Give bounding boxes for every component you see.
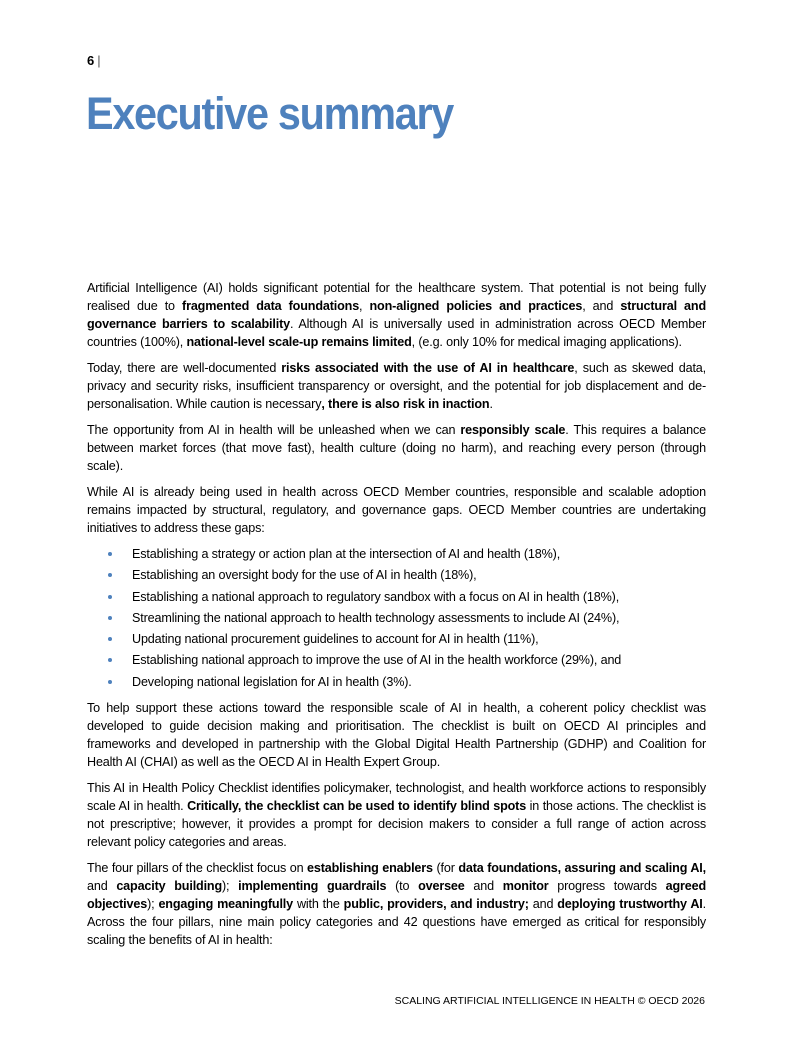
emphasis: national-level scale-up remains limited (186, 335, 412, 349)
text: The opportunity from AI in health will be unleashed when we can (87, 423, 461, 437)
emphasis: oversee (418, 878, 465, 893)
text: , and (582, 299, 621, 313)
text: . (489, 397, 493, 411)
text: The four pillars of the checklist focus on (87, 860, 308, 875)
text: (for (432, 860, 459, 875)
list-item (87, 609, 706, 627)
text: with the (293, 896, 344, 911)
text: ); (147, 896, 159, 911)
emphasis: , there is also risk in inaction (321, 397, 490, 411)
paragraph-opportunity (87, 421, 706, 475)
emphasis: public, providers, and industry; (343, 896, 529, 911)
paragraph-risks (87, 359, 706, 413)
list-item-text: Streamlining the national approach to health technology assessments to include AI (24%), (132, 610, 620, 625)
paragraph-checklist-intro: To help support these actions toward the responsible scale of AI in health, a coherent policy checklist was developed to guide decision making and prioritisation. The checklist is built on OECD AI principles and frameworks and developed in partnership with the Global Digital Health Partnership (GDHP) and Coalition for Health AI (CHAI) as well as the OECD AI in Health Expert Group. (87, 700, 706, 769)
page-number-value: 6 (87, 53, 95, 68)
text: and (87, 878, 117, 893)
initiatives-list (87, 545, 706, 691)
emphasis: capacity building (116, 878, 223, 893)
emphasis: non-aligned policies and practices (369, 299, 583, 313)
text: in those actions. The checklist is not prescriptive; however, it provides a prompt for decision makers to consider a full range of action across relevant policy categories and areas. (87, 798, 706, 849)
emphasis: agreed objectives (87, 878, 706, 911)
emphasis: responsibly scale (460, 423, 566, 437)
text: ); (222, 878, 239, 893)
emphasis: data foundations, assuring and scaling AI, (458, 860, 706, 875)
text: Artificial Intelligence (AI) holds significant potential for the healthcare system. That potential is not being fully realised due to (87, 281, 706, 313)
bullet-icon (108, 573, 112, 577)
list-item (87, 630, 706, 648)
emphasis: establishing enablers (307, 860, 433, 875)
list-item (87, 673, 706, 691)
page-number (87, 53, 101, 68)
text: This AI in Health Policy Checklist identifies policymaker, technologist, and health workforce actions to responsibly scale AI in health. (87, 780, 706, 813)
list-item-text: Establishing a national approach to regulatory sandbox with a focus on AI in health (18%), (132, 589, 620, 604)
list-item (87, 588, 706, 606)
list-item-text: Establishing national approach to improve the use of AI in the health workforce (29%), and (132, 653, 622, 668)
bullet-icon (108, 680, 112, 684)
list-item-text: Updating national procurement guidelines to account for AI in health (11%), (132, 632, 539, 647)
paragraph-gaps: While AI is already being used in health across OECD Member countries, responsible and scalable adoption remains impacted by structural, regulatory, and governance gaps. OECD Member countries are undertaking initiatives to address these gaps: (87, 485, 706, 535)
page-footer: SCALING ARTIFICIAL INTELLIGENCE IN HEALTH © OECD 2026 (394, 995, 705, 1007)
text: . Across the four pillars, nine main policy categories and 42 questions have emerged as critical for responsibly scaling the benefits of AI in health: (87, 896, 707, 947)
emphasis: fragmented data foundations (182, 299, 360, 313)
text: and (464, 878, 503, 893)
emphasis: monitor (502, 878, 549, 893)
paragraph-checklist-purpose (87, 779, 706, 851)
bullet-icon (108, 658, 112, 662)
list-item (87, 651, 706, 669)
text: progress towards (548, 878, 666, 893)
page-title: Executive summary (86, 88, 454, 139)
emphasis: risks associated with the use of AI in healthcare (281, 361, 575, 375)
text: (to (386, 878, 419, 893)
paragraph-intro (87, 279, 706, 351)
text: , (359, 299, 370, 313)
bullet-icon (108, 616, 112, 620)
list-item-text: Establishing an oversight body for the use of AI in health (18%), (132, 568, 477, 583)
list-item-text: Establishing a strategy or action plan at the intersection of AI and health (18%), (132, 547, 561, 561)
emphasis: Critically, the checklist can be used to identify blind spots (187, 798, 527, 813)
page-number-separator: | (97, 53, 101, 68)
emphasis: structural and governance barriers to scalability (87, 299, 706, 331)
list-item (87, 566, 706, 584)
emphasis: implementing guardrails (238, 878, 387, 893)
text: Today, there are well-documented (87, 361, 282, 375)
document-body (87, 279, 706, 957)
emphasis: engaging meaningfully (158, 896, 294, 911)
paragraph-four-pillars (87, 859, 706, 949)
bullet-icon (108, 552, 112, 556)
text: . Although AI is universally used in administration across OECD Member countries (100%), (87, 317, 706, 349)
text: and (528, 896, 558, 911)
bullet-icon (108, 637, 112, 641)
text: , (e.g. only 10% for medical imaging applications). (411, 335, 682, 349)
text: . This requires a balance between market forces (that move fast), health culture (doing no harm), and reaching every person (through scale). (87, 423, 706, 473)
emphasis: deploying trustworthy AI (557, 896, 703, 911)
list-item (87, 545, 706, 563)
text: , such as skewed data, privacy and security risks, insufficient transparency or oversight, and the potential for job displacement and de-personalisation. While caution is necessary (87, 361, 707, 411)
bullet-icon (108, 595, 112, 599)
list-item-text: Developing national legislation for AI in health (3%). (132, 674, 412, 689)
